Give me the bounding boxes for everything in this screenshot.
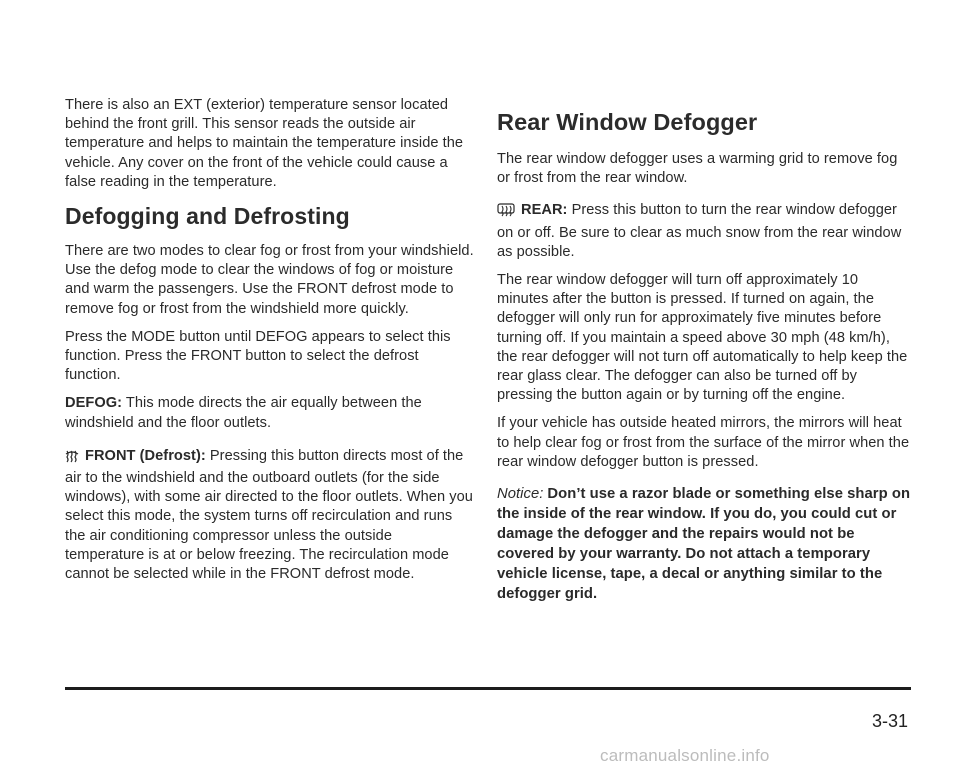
rear-term: REAR: <box>521 202 568 219</box>
defog-paragraph <box>65 394 475 432</box>
rear-button-paragraph <box>497 201 912 262</box>
front-defrost-icon <box>65 449 79 469</box>
rear-defogger-heading: Rear Window Defogger <box>497 109 758 135</box>
rear-intro-paragraph: The rear window defogger uses a warming grid to remove fog or frost from the rear window. <box>497 151 898 187</box>
heated-mirrors-paragraph: If your vehicle has outside heated mirrors, the mirrors will heat to help clear fog or frost from the surface of the mirror when the rear window defogger button is pressed. <box>497 415 910 470</box>
rear-timer-paragraph: The rear window defogger will turn off approximately 10 minutes after the button is pressed. If turned on again, the defogger will only run for approximately five minutes before turning off. If you maintain a speed above 30 mph (48 km/h), the rear defogger will not turn off automatically to help keep the rear glass clear. The defogger can also be turned off by pressing the button again or by turning off the engine. <box>497 272 908 404</box>
rear-defrost-icon <box>497 203 515 223</box>
front-text: Pressing this button directs most of the air to the windshield and the outboard outlets (for the side windows), with some air directed to the floor outlets. When you select this mode, the system turns off recirculation and runs the air conditioning compressor unless the outside temperature is at or below freezing. The recirculation mode cannot be selected while in the FRONT defrost mode. <box>65 447 473 583</box>
front-term: FRONT (Defrost): <box>85 447 206 464</box>
watermark: carmanualsonline.info <box>600 746 770 765</box>
front-defrost-paragraph <box>65 447 475 584</box>
mode-button-paragraph: Press the MODE button until DEFOG appears to select this function. Press the FRONT button to select the defrost function. <box>65 328 451 384</box>
left-column <box>65 96 475 593</box>
defog-term: DEFOG: <box>65 395 123 412</box>
modes-paragraph: There are two modes to clear fog or frost from your windshield. Use the defog mode to clear the windows of fog or moisture and warm the passengers. Use the FRONT defrost mode to remove fog or frost from the windshield more quickly. <box>65 243 474 317</box>
defogging-heading: Defogging and Defrosting <box>65 203 350 230</box>
rear-text: Press this button to turn the rear window defogger on or off. Be sure to clear as much snow from the rear window as possible. <box>497 202 902 260</box>
page-number: 3-31 <box>872 711 909 731</box>
ext-sensor-paragraph: There is also an EXT (exterior) temperature sensor located behind the front grill. This sensor reads the outside air temperature and helps to maintain the temperature inside the vehicle. Any cover on the front of the vehicle could cause a false reading in the temperature. <box>65 97 464 190</box>
notice-text: Don’t use a razor blade or something else sharp on the inside of the rear window. If you do, you could cut or damage the defogger and the repairs would not be covered by your warranty. Do not attach a temporary vehicle license, tape, a decal or anything similar to the defogger grid. <box>497 486 911 603</box>
notice-label: Notice: <box>497 486 544 503</box>
notice-paragraph <box>497 484 912 604</box>
footer-rule <box>65 687 911 690</box>
right-column <box>497 96 912 613</box>
defog-text: This mode directs the air equally between the windshield and the floor outlets. <box>65 395 422 431</box>
